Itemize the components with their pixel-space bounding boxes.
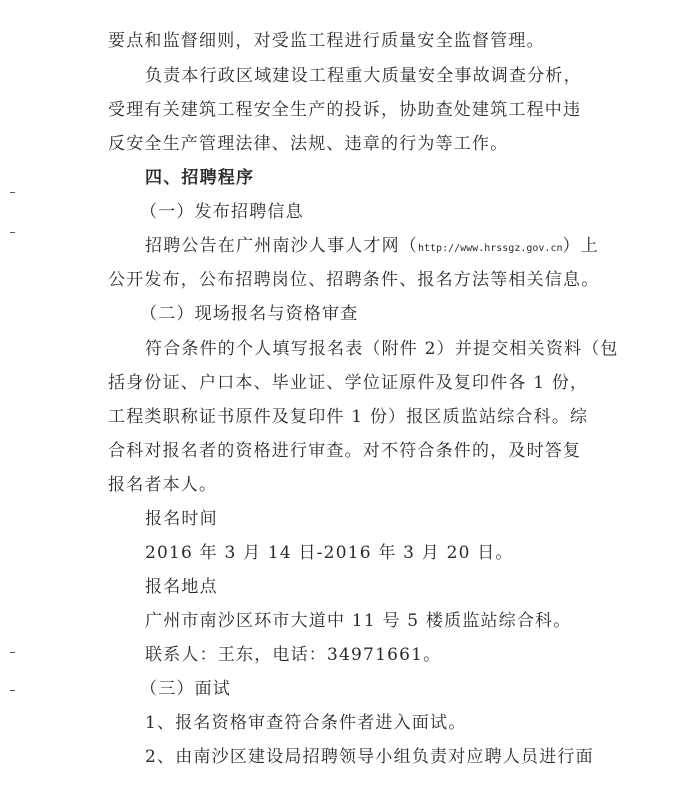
margin-mark — [10, 192, 15, 193]
field-value: 广州市南沙区环市大道中 11 号 5 楼质监站综合科。 — [145, 611, 572, 631]
subsection-heading: （二）现场报名与资格审查 — [140, 304, 359, 324]
field-label: 报名时间 — [145, 509, 218, 529]
subsection-heading: （一）发布招聘信息 — [140, 202, 304, 222]
website-url: http://www.hrssgz.gov.cn — [418, 243, 563, 254]
paragraph-line: 负责本行政区域建设工程重大质量安全事故调查分析， — [145, 66, 582, 86]
list-item: 1、报名资格审查符合条件者进入面试。 — [145, 713, 467, 733]
paragraph-line: 反安全生产管理法律、法规、违章的行为等工作。 — [108, 134, 509, 154]
margin-mark — [10, 232, 15, 233]
field-value: 2016 年 3 月 14 日-2016 年 3 月 20 日。 — [145, 543, 514, 563]
paragraph-line: 工程类职称证书原件及复印件 1 份）报区质监站综合科。综 — [108, 407, 589, 427]
paragraph-line: 受理有关建筑工程安全生产的投诉，协助查处建筑工程中违 — [108, 100, 582, 120]
section-heading: 四、招聘程序 — [145, 168, 255, 188]
margin-mark — [10, 690, 15, 691]
paragraph-line: 括身份证、户口本、毕业证、学位证原件及复印件各 1 份， — [108, 373, 589, 393]
subsection-heading: （三）面试 — [140, 679, 231, 699]
paragraph-text: ）上 — [562, 236, 599, 256]
margin-mark — [10, 652, 15, 653]
paragraph-line: 公开发布，公布招聘岗位、招聘条件、报名方法等相关信息。 — [108, 270, 600, 290]
paragraph-line: 符合条件的个人填写报名表（附件 2）并提交相关资料（包 — [145, 339, 619, 359]
list-item: 2、由南沙区建设局招聘领导小组负责对应聘人员进行面 — [145, 747, 594, 767]
paragraph-line — [145, 234, 599, 261]
field-label: 报名地点 — [145, 577, 218, 597]
paragraph-text: 招聘公告在广州南沙人事人才网（ — [145, 236, 418, 256]
contact-line: 联系人：王东，电话：34971661。 — [145, 645, 442, 665]
paragraph-line: 合科对报名者的资格进行审查。对不符合条件的，及时答复 — [108, 441, 582, 461]
paragraph-line: 报名者本人。 — [108, 475, 218, 495]
paragraph-line: 要点和监督细则，对受监工程进行质量安全监督管理。 — [108, 31, 545, 51]
